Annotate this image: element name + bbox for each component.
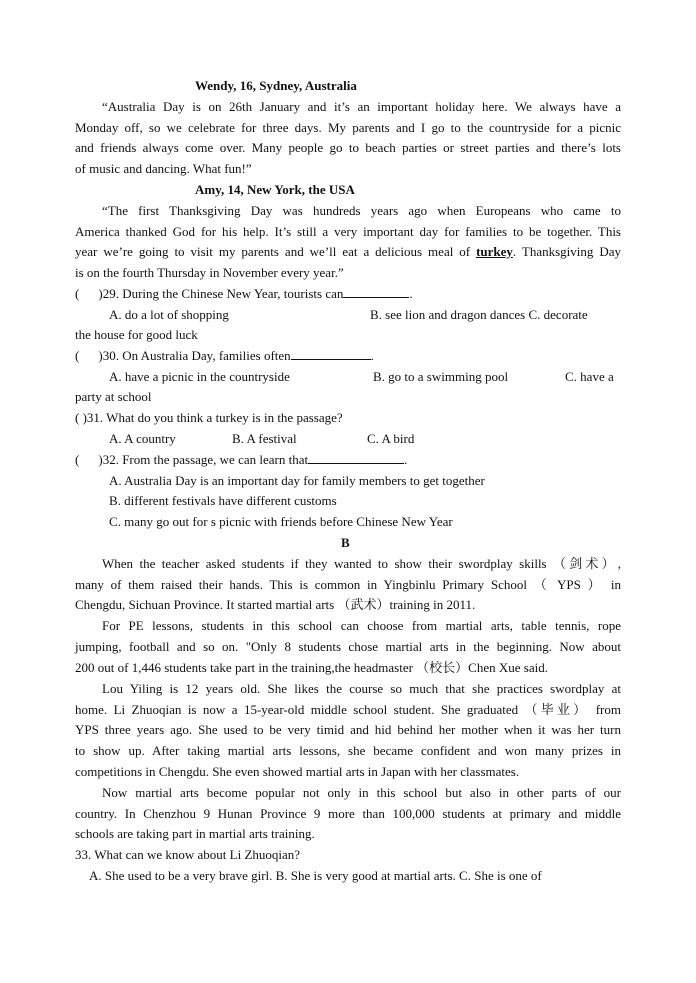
q29-paren-close: )	[98, 286, 103, 301]
q29-option-b-c: B. see lion and dragon dances C. decorate	[370, 307, 588, 322]
wendy-heading: Wendy, 16, Sydney, Australia	[195, 78, 357, 93]
q30-option-a: A. have a picnic in the countryside	[109, 369, 290, 384]
q30-paren-open: (	[75, 348, 80, 363]
wendy-line-2: Monday off, so we celebrate for three days. My parents and I go to the countryside for a picnic	[75, 120, 621, 135]
q33-options: A. She used to be a very brave girl. B. She is very good at martial arts. C. She is one of	[89, 868, 542, 883]
q32-text: 32. From the passage, we can learn that	[102, 452, 309, 467]
q32-option-a: A. Australia Day is an important day for family members to get together	[109, 473, 485, 488]
b-p2-line-2: jumping, football and so on. "Only 8 students chose martial arts in the beginning. Now about	[75, 639, 621, 654]
q32-option-b: B. different festivals have different customs	[109, 493, 337, 508]
b-p3-line-4: to show up. After taking martial arts lessons, she became confident and won many prizes in	[75, 743, 621, 758]
q29-paren-open: (	[75, 286, 80, 301]
q31-option-c: C. A bird	[367, 431, 415, 446]
q32-option-c: C. many go out for s picnic with friends before Chinese New Year	[109, 514, 453, 529]
amy-line-4: is on the fourth Thursday in November every year.”	[75, 265, 344, 280]
b-p4-line-3: schools are taking part in martial arts training.	[75, 826, 315, 841]
b-p4-line-2: country. In Chenzhou 9 Hunan Province 9 more than 100,000 students at primary and middle	[75, 806, 621, 821]
q31-stem: ( )31. What do you think a turkey is in the passage?	[75, 410, 343, 425]
b-p3-line-3: YPS three years ago. She used to be very timid and hid behind her mother when it was her turn	[75, 722, 621, 737]
q31-option-b: B. A festival	[232, 431, 297, 446]
q30-paren-close: )	[98, 348, 103, 363]
amy-heading: Amy, 14, New York, the USA	[195, 182, 355, 197]
amy-line-2: America thanked God for his help. It’s still a very important day for families to be together. This	[75, 224, 621, 239]
section-b-title: B	[341, 535, 350, 550]
amy-line-3-pre: year we’re going to visit my parents and we’ll eat a delicious meal of	[75, 244, 477, 259]
b-p3-line-5: competitions in Chengdu. She even showed martial arts in Japan with her classmates.	[75, 764, 520, 779]
q32-stem	[75, 450, 407, 470]
b-p1-line-1: When the teacher asked students if they wanted to show their swordplay skills （剑术）,	[102, 556, 621, 571]
amy-line-3-post: . Thanksgiving Day	[512, 244, 622, 259]
q30-blank	[291, 347, 371, 360]
q31-option-a: A. A country	[109, 431, 176, 446]
q29-option-c-cont: the house for good luck	[75, 327, 198, 342]
q30-option-c-cont: party at school	[75, 389, 152, 404]
q32-blank	[308, 451, 404, 464]
q32-paren-close: )	[98, 452, 103, 467]
b-p1-line-3: Chengdu, Sichuan Province. It started martial arts （武术）training in 2011.	[75, 597, 476, 612]
b-p1-line-2: many of them raised their hands. This is common in Yingbinlu Primary School （ YPS ） in	[75, 577, 621, 592]
b-p4-line-1: Now martial arts become popular not only in this school but also in other parts of our	[102, 785, 621, 800]
q30-text: 30. On Australia Day, families often	[102, 348, 291, 363]
q29-option-a: A. do a lot of shopping	[109, 307, 229, 322]
q30-period: .	[370, 348, 374, 363]
q30-stem	[75, 346, 374, 366]
amy-line-1: “The first Thanksgiving Day was hundreds years ago when Europeans who came to	[102, 203, 621, 218]
q32-paren-open: (	[75, 452, 80, 467]
b-p3-line-1: Lou Yiling is 12 years old. She likes the course so much that she practices swordplay at	[102, 681, 621, 696]
q29-text: 29. During the Chinese New Year, tourists can	[102, 286, 344, 301]
wendy-line-1: “Australia Day is on 26th January and it’s an important holiday here. We always have a	[102, 99, 621, 114]
q29-period: .	[409, 286, 413, 301]
q33-stem: 33. What can we know about Li Zhuoqian?	[75, 847, 301, 862]
b-p3-line-2: home. Li Zhuoqian is now a 15-year-old middle school student. She graduated （毕业） from	[75, 702, 621, 717]
q29-blank	[343, 285, 409, 298]
wendy-line-4: of music and dancing. What fun!”	[75, 161, 252, 176]
wendy-line-3: and friends always come over. Many people go to beach parties or street parties and there’s lots	[75, 140, 621, 155]
turkey-word: turkey	[476, 244, 513, 259]
amy-line-3	[75, 242, 621, 262]
q30-option-c: C. have a	[565, 369, 614, 384]
q30-option-b: B. go to a swimming pool	[373, 369, 509, 384]
b-p2-line-1: For PE lessons, students in this school can choose from martial arts, table tennis, rope	[102, 618, 621, 633]
b-p2-line-3: 200 out of 1,446 students take part in the training,the headmaster （校长）Chen Xue said.	[75, 660, 548, 675]
q29-stem	[75, 284, 413, 304]
q32-period: .	[404, 452, 408, 467]
